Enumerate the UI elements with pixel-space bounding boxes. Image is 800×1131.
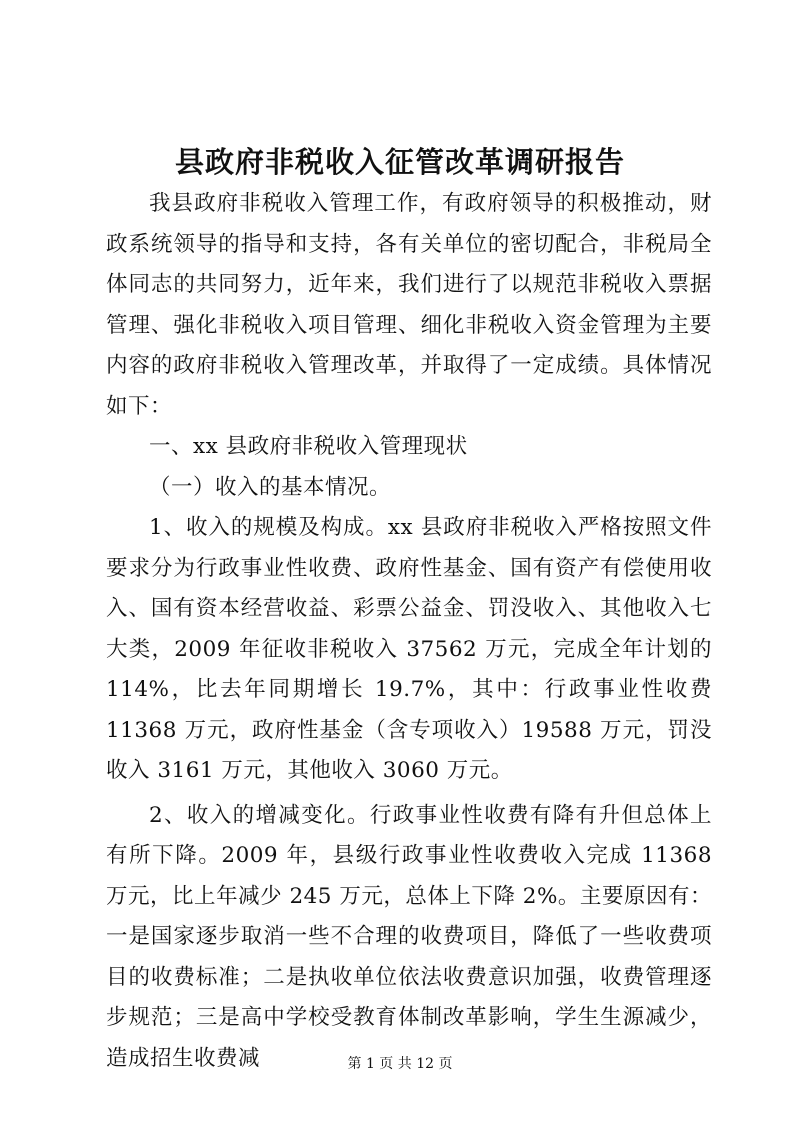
paragraph-income-scale: 1、收入的规模及构成。xx 县政府非税收入严格按照文件要求分为行政事业性收费、政府性基金、国有资产有偿使用收入、国有资本经营收益、彩票公益金、罚没收入、其他收入七大类，2009 年征收非税收入 37562 万元，完成全年计划的 114%，比去年同期增长 19.7%，其中：行政事业性收费 11368 万元，政府性基金（含专项收入）19588 万元，罚没收入 3161 万元，其他收入 3060 万元。 <box>106 515 712 783</box>
paragraph-intro: 我县政府非税收入管理工作，有政府领导的积极推动，财政系统领导的指导和支持，各有关单位的密切配合，非税局全体同志的共同努力，近年来，我们进行了以规范非税收入票据管理、强化非税收入项目管理、细化非税收入资金管理为主要内容的政府非税收入管理改革，并取得了一定成绩。具体情况如下： <box>106 191 712 419</box>
section-heading-1: 一、xx 县政府非税收入管理现状 <box>149 434 468 459</box>
subsection-heading-1: （一）收入的基本情况。 <box>149 474 392 500</box>
page-footer: 第 1 页 共 12 页 <box>347 1056 453 1072</box>
document-body <box>106 184 712 1079</box>
document-title: 县政府非税收入征管改革调研报告 <box>174 145 625 179</box>
paragraph-income-change: 2、收入的增减变化。行政事业性收费有降有升但总体上有所下降。2009 年，县级行政事业性收费收入完成 11368 万元，比上年减少 245 万元，总体上下降 2%。主要原因有：一是国家逐步取消一些不合理的收费项目，降低了一些收费项目的收费标准；二是执收单位依法收费意识加强，收费管理逐步规范；三是高中学校受教育体制改革影响，学生生源减少，造成招生收费减 <box>106 802 712 1071</box>
